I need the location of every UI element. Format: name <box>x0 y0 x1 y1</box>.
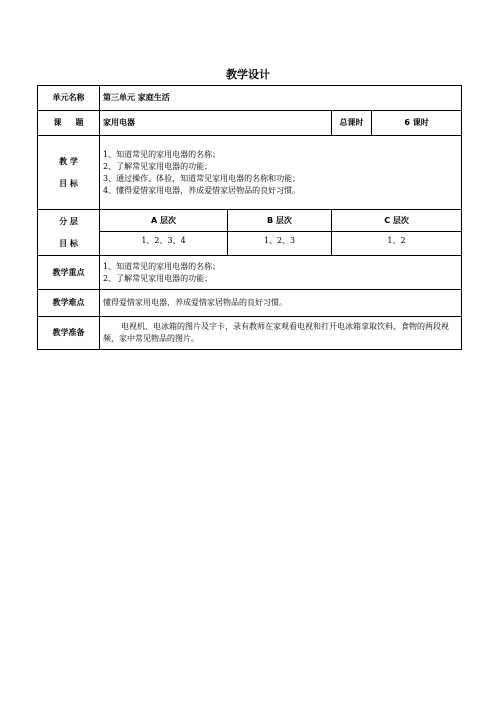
levels-value-row <box>38 232 462 256</box>
difficulty-value: 懂得爱惜家用电器，养成爱惜家居物品的良好习惯。 <box>100 290 462 317</box>
lesson-value: 家用电器 <box>100 111 332 136</box>
unit-label: 单元名称 <box>38 86 100 111</box>
difficulty-label: 教学难点 <box>38 290 100 317</box>
lesson-label-part2: 题 <box>75 118 84 127</box>
levels-label-line2: 目 标 <box>59 238 78 248</box>
level-c-header: C 层次 <box>332 210 462 232</box>
key-points-list <box>100 256 462 290</box>
lesson-label <box>38 111 100 136</box>
goals-label-line1: 教 学 <box>59 156 78 166</box>
levels-label-line1: 分 层 <box>59 216 78 226</box>
goal-item: 1、知道常见的家用电器的名称； <box>103 149 221 159</box>
total-hours-value: 6 课时 <box>372 111 462 136</box>
key-points-row <box>38 256 462 290</box>
preparation-label: 教学准备 <box>38 317 100 350</box>
difficulty-row <box>38 290 462 317</box>
goals-label <box>38 136 100 210</box>
levels-header-row <box>38 210 462 232</box>
key-points-label: 教学重点 <box>38 256 100 290</box>
level-b-header: B 层次 <box>228 210 332 232</box>
goals-list <box>100 136 462 210</box>
preparation-row <box>38 317 462 350</box>
total-hours-label: 总课时 <box>332 111 372 136</box>
level-a-value: 1、2、3、4 <box>100 232 228 256</box>
goals-label-line2: 目 标 <box>59 178 78 188</box>
goals-row <box>38 136 462 210</box>
level-b-value: 1、2、3 <box>228 232 332 256</box>
lesson-label-part1: 课 <box>53 118 62 127</box>
preparation-value: 电视机、电冰箱的图片及字卡，录有教师在家观看电视和打开电冰箱拿取饮料、食物的两段视频，家中常见物品的图片。 <box>100 317 462 350</box>
unit-row <box>38 86 462 111</box>
level-c-value: 1、2 <box>332 232 462 256</box>
document-title: 教学设计 <box>226 68 270 81</box>
lesson-row <box>38 111 462 136</box>
goal-item: 2、了解常见家用电器的功能； <box>103 161 213 171</box>
key-point-item: 2、了解常见家用电器的功能； <box>103 273 213 283</box>
key-point-item: 1、知道常见的家用电器的名称； <box>103 261 221 271</box>
lesson-plan-table <box>37 85 462 350</box>
goal-item: 3、通过操作、体验，知道常见家用电器的名称和功能； <box>103 173 301 183</box>
levels-label <box>38 210 100 256</box>
goal-item: 4、懂得爱惜家用电器，养成爱惜家居物品的良好习惯。 <box>103 185 301 195</box>
level-a-header: A 层次 <box>100 210 228 232</box>
unit-value: 第三单元 家庭生活 <box>100 86 462 111</box>
